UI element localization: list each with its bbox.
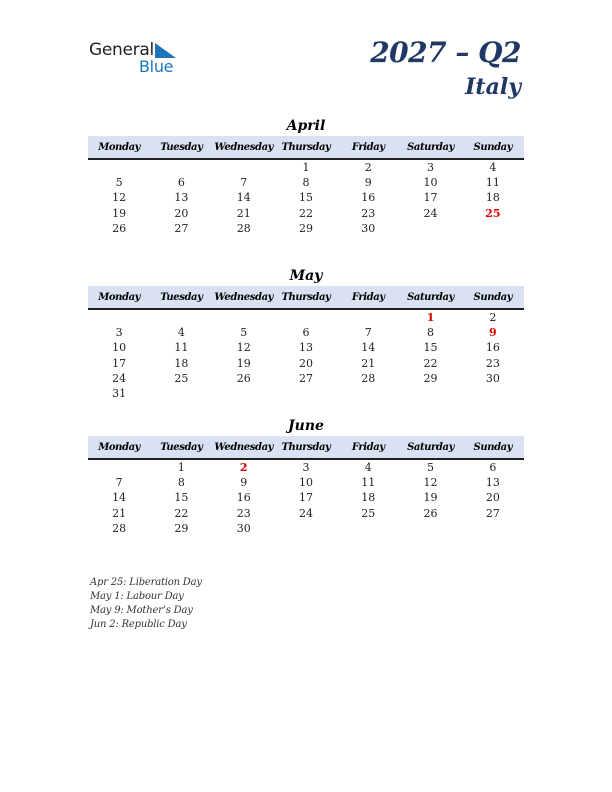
- day-cell: 20: [485, 491, 500, 505]
- day-cell: 27: [298, 371, 313, 385]
- day-cell: 10: [298, 476, 313, 490]
- logo-word-general: General: [89, 40, 154, 60]
- day-cell: 1: [177, 461, 185, 475]
- day-cell: 31: [112, 387, 127, 401]
- holiday-notes: [90, 576, 202, 632]
- week-rows: [88, 460, 524, 536]
- weekday-label: Wednesday: [214, 291, 274, 303]
- day-cell: 11: [174, 341, 189, 355]
- day-cell: 7: [364, 326, 372, 340]
- weekday-label: Sunday: [473, 141, 513, 153]
- weekday-label: Saturday: [407, 291, 455, 303]
- week-row: [88, 490, 524, 505]
- day-cell: 23: [236, 506, 251, 520]
- day-cell: 17: [298, 491, 313, 505]
- day-cell: 12: [423, 476, 438, 490]
- week-row: [88, 460, 524, 475]
- month-may: [88, 266, 524, 401]
- month-title: April: [286, 118, 326, 134]
- day-cell: 1: [426, 311, 435, 325]
- holiday-note: May 1: Labour Day: [90, 591, 184, 602]
- day-cell: 2: [364, 161, 372, 175]
- day-cell: 23: [485, 356, 500, 370]
- weekday-label: Friday: [351, 141, 385, 153]
- holiday-note: Apr 25: Liberation Day: [90, 577, 202, 588]
- day-cell: 12: [236, 341, 251, 355]
- day-cell: 8: [302, 176, 310, 190]
- day-cell: 16: [361, 191, 376, 205]
- month-june: [88, 416, 524, 536]
- day-cell: 6: [302, 326, 310, 340]
- weekday-header: [88, 436, 524, 460]
- logo-flag-icon: [155, 43, 176, 58]
- day-cell: 21: [236, 206, 251, 220]
- day-cell: 6: [489, 461, 497, 475]
- day-cell: 30: [485, 371, 500, 385]
- weekday-label: Thursday: [281, 441, 331, 453]
- day-cell: 20: [174, 206, 189, 220]
- day-cell: 22: [174, 506, 189, 520]
- day-cell: 15: [298, 191, 313, 205]
- day-cell: 17: [423, 191, 438, 205]
- holiday-note: May 9: Mother’s Day: [90, 605, 193, 616]
- day-cell: 22: [423, 356, 438, 370]
- quarter-title: 2027 – Q2: [370, 36, 521, 69]
- day-cell: 5: [427, 461, 435, 475]
- day-cell: 29: [298, 221, 313, 235]
- week-row: [88, 356, 524, 371]
- day-cell: 19: [112, 206, 127, 220]
- week-row: [88, 175, 524, 190]
- weekday-label: Thursday: [281, 291, 331, 303]
- week-row: [88, 506, 524, 521]
- day-cell: 21: [361, 356, 376, 370]
- weekday-label: Wednesday: [214, 441, 274, 453]
- holiday-note: Jun 2: Republic Day: [90, 619, 187, 630]
- day-cell: 11: [485, 176, 500, 190]
- day-cell: 12: [112, 191, 127, 205]
- day-cell: 25: [174, 371, 189, 385]
- day-cell: 27: [485, 506, 500, 520]
- day-cell: 8: [177, 476, 185, 490]
- week-row: [88, 521, 524, 536]
- weekday-label: Tuesday: [160, 141, 203, 153]
- day-cell: 13: [174, 191, 189, 205]
- week-row: [88, 221, 524, 236]
- day-cell: 29: [423, 371, 438, 385]
- day-cell: 24: [298, 506, 313, 520]
- month-title: May: [289, 268, 323, 284]
- day-cell: 26: [423, 506, 438, 520]
- weekday-label: Saturday: [407, 141, 455, 153]
- week-row: [88, 206, 524, 221]
- day-cell: 9: [489, 326, 497, 340]
- day-cell: 13: [485, 476, 500, 490]
- generalblue-logo: [89, 40, 189, 76]
- day-cell: 30: [236, 521, 251, 535]
- day-cell: 28: [361, 371, 376, 385]
- day-cell: 17: [112, 356, 127, 370]
- day-cell: 25: [485, 206, 501, 220]
- day-cell: 28: [236, 221, 251, 235]
- week-row: [88, 160, 524, 175]
- day-cell: 24: [423, 206, 438, 220]
- week-row: [88, 386, 524, 401]
- weekday-label: Sunday: [473, 441, 513, 453]
- day-cell: 2: [239, 461, 248, 475]
- day-cell: 14: [236, 191, 251, 205]
- day-cell: 3: [427, 161, 435, 175]
- day-cell: 7: [115, 476, 123, 490]
- day-cell: 26: [236, 371, 251, 385]
- day-cell: 19: [423, 491, 438, 505]
- weekday-label: Friday: [351, 291, 385, 303]
- day-cell: 15: [423, 341, 438, 355]
- month-title: June: [288, 418, 324, 434]
- day-cell: 16: [485, 341, 500, 355]
- weekday-label: Sunday: [473, 291, 513, 303]
- day-cell: 5: [240, 326, 248, 340]
- day-cell: 25: [361, 506, 376, 520]
- day-cell: 3: [115, 326, 123, 340]
- day-cell: 4: [489, 161, 497, 175]
- day-cell: 4: [364, 461, 372, 475]
- weekday-label: Tuesday: [160, 291, 203, 303]
- day-cell: 29: [174, 521, 189, 535]
- week-row: [88, 190, 524, 205]
- weekday-header: [88, 286, 524, 310]
- month-april: [88, 116, 524, 236]
- week-row: [88, 340, 524, 355]
- weekday-label: Tuesday: [160, 441, 203, 453]
- day-cell: 20: [298, 356, 313, 370]
- day-cell: 16: [236, 491, 251, 505]
- logo-word-blue: Blue: [139, 57, 174, 76]
- day-cell: 8: [427, 326, 435, 340]
- day-cell: 27: [174, 221, 189, 235]
- weekday-label: Wednesday: [214, 141, 274, 153]
- week-row: [88, 475, 524, 490]
- day-cell: 3: [302, 461, 310, 475]
- day-cell: 30: [361, 221, 376, 235]
- day-cell: 21: [112, 506, 127, 520]
- day-cell: 11: [361, 476, 376, 490]
- weekday-label: Monday: [98, 141, 141, 153]
- day-cell: 10: [423, 176, 438, 190]
- day-cell: 9: [240, 476, 248, 490]
- day-cell: 18: [174, 356, 189, 370]
- week-rows: [88, 310, 524, 401]
- day-cell: 10: [112, 341, 127, 355]
- day-cell: 15: [174, 491, 189, 505]
- day-cell: 6: [177, 176, 185, 190]
- weekday-label: Saturday: [407, 441, 455, 453]
- day-cell: 13: [298, 341, 313, 355]
- day-cell: 26: [112, 221, 127, 235]
- day-cell: 14: [361, 341, 376, 355]
- week-row: [88, 325, 524, 340]
- weekday-label: Friday: [351, 441, 385, 453]
- day-cell: 4: [177, 326, 185, 340]
- week-rows: [88, 160, 524, 236]
- weekday-header: [88, 136, 524, 160]
- day-cell: 1: [302, 161, 310, 175]
- day-cell: 24: [112, 371, 127, 385]
- day-cell: 7: [240, 176, 248, 190]
- day-cell: 18: [361, 491, 376, 505]
- day-cell: 28: [112, 521, 127, 535]
- day-cell: 9: [364, 176, 372, 190]
- day-cell: 23: [361, 206, 376, 220]
- week-row: [88, 371, 524, 386]
- weekday-label: Monday: [98, 291, 141, 303]
- day-cell: 19: [236, 356, 251, 370]
- day-cell: 18: [485, 191, 500, 205]
- weekday-label: Monday: [98, 441, 141, 453]
- day-cell: 5: [115, 176, 123, 190]
- country-title: Italy: [465, 74, 521, 100]
- day-cell: 14: [112, 491, 127, 505]
- day-cell: 2: [489, 311, 497, 325]
- day-cell: 22: [298, 206, 313, 220]
- weekday-label: Thursday: [281, 141, 331, 153]
- week-row: [88, 310, 524, 325]
